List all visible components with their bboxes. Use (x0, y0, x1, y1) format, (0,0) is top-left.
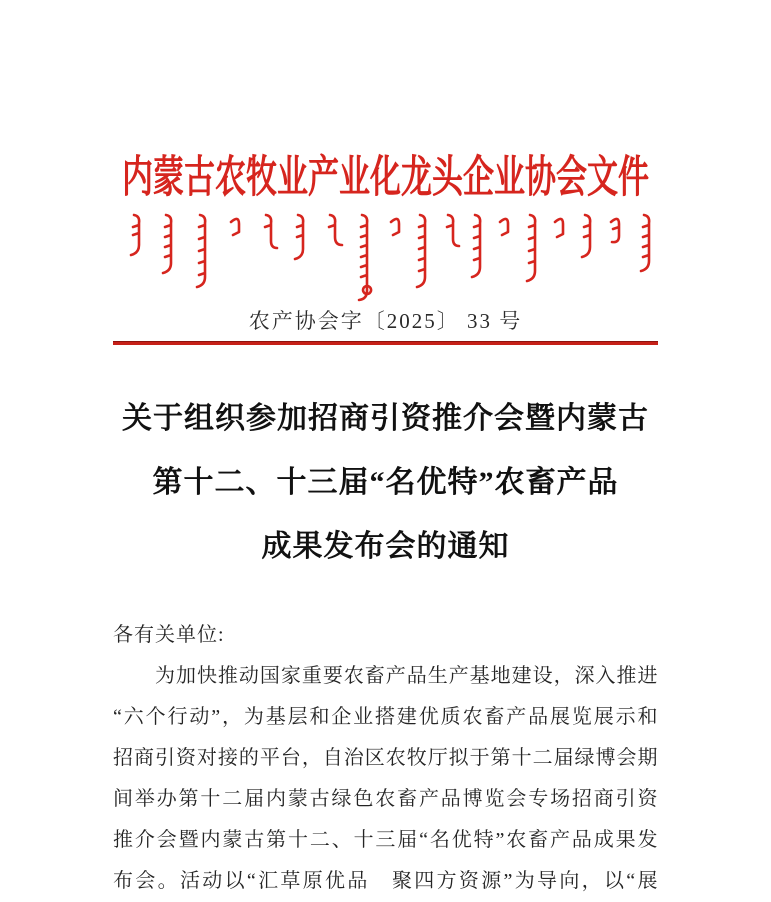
body-line-5: 推介会暨内蒙古第十二、十三届“名优特”农畜产品成果发 (113, 829, 658, 851)
document-title (113, 387, 658, 579)
document-body (113, 615, 658, 902)
header-divider-line (113, 341, 658, 345)
mongolian-script-icon (113, 212, 658, 307)
document-title-line-3: 成果发布会的通知 (261, 530, 510, 563)
document-title-line-1: 关于组织参加招商引资推介会暨内蒙古 (122, 402, 649, 435)
org-header-title: 内蒙古农牧业产业化龙头企业协会文件 (122, 151, 649, 202)
document-title-line-2: 第十二、十三届“名优特”农畜产品 (152, 466, 619, 499)
body-line-4: 间举办第十二届内蒙古绿色农畜产品博览会专场招商引资 (113, 788, 658, 810)
body-line-3: 招商引资对接的平台，自治区农牧厅拟于第十二届绿博会期 (113, 747, 658, 769)
body-line-1: 为加快推动国家重要农畜产品生产基地建设，深入推进 (155, 665, 658, 687)
salutation: 各有关单位: (113, 624, 225, 646)
body-line-6: 布会。活动以“汇草原优品 聚四方资源”为导向，以“展 (113, 870, 658, 892)
body-line-2: “六个行动”，为基层和企业搭建优质农畜产品展览展示和 (113, 706, 658, 728)
document-number: 农产协会字〔2025〕 33 号 (248, 309, 523, 333)
